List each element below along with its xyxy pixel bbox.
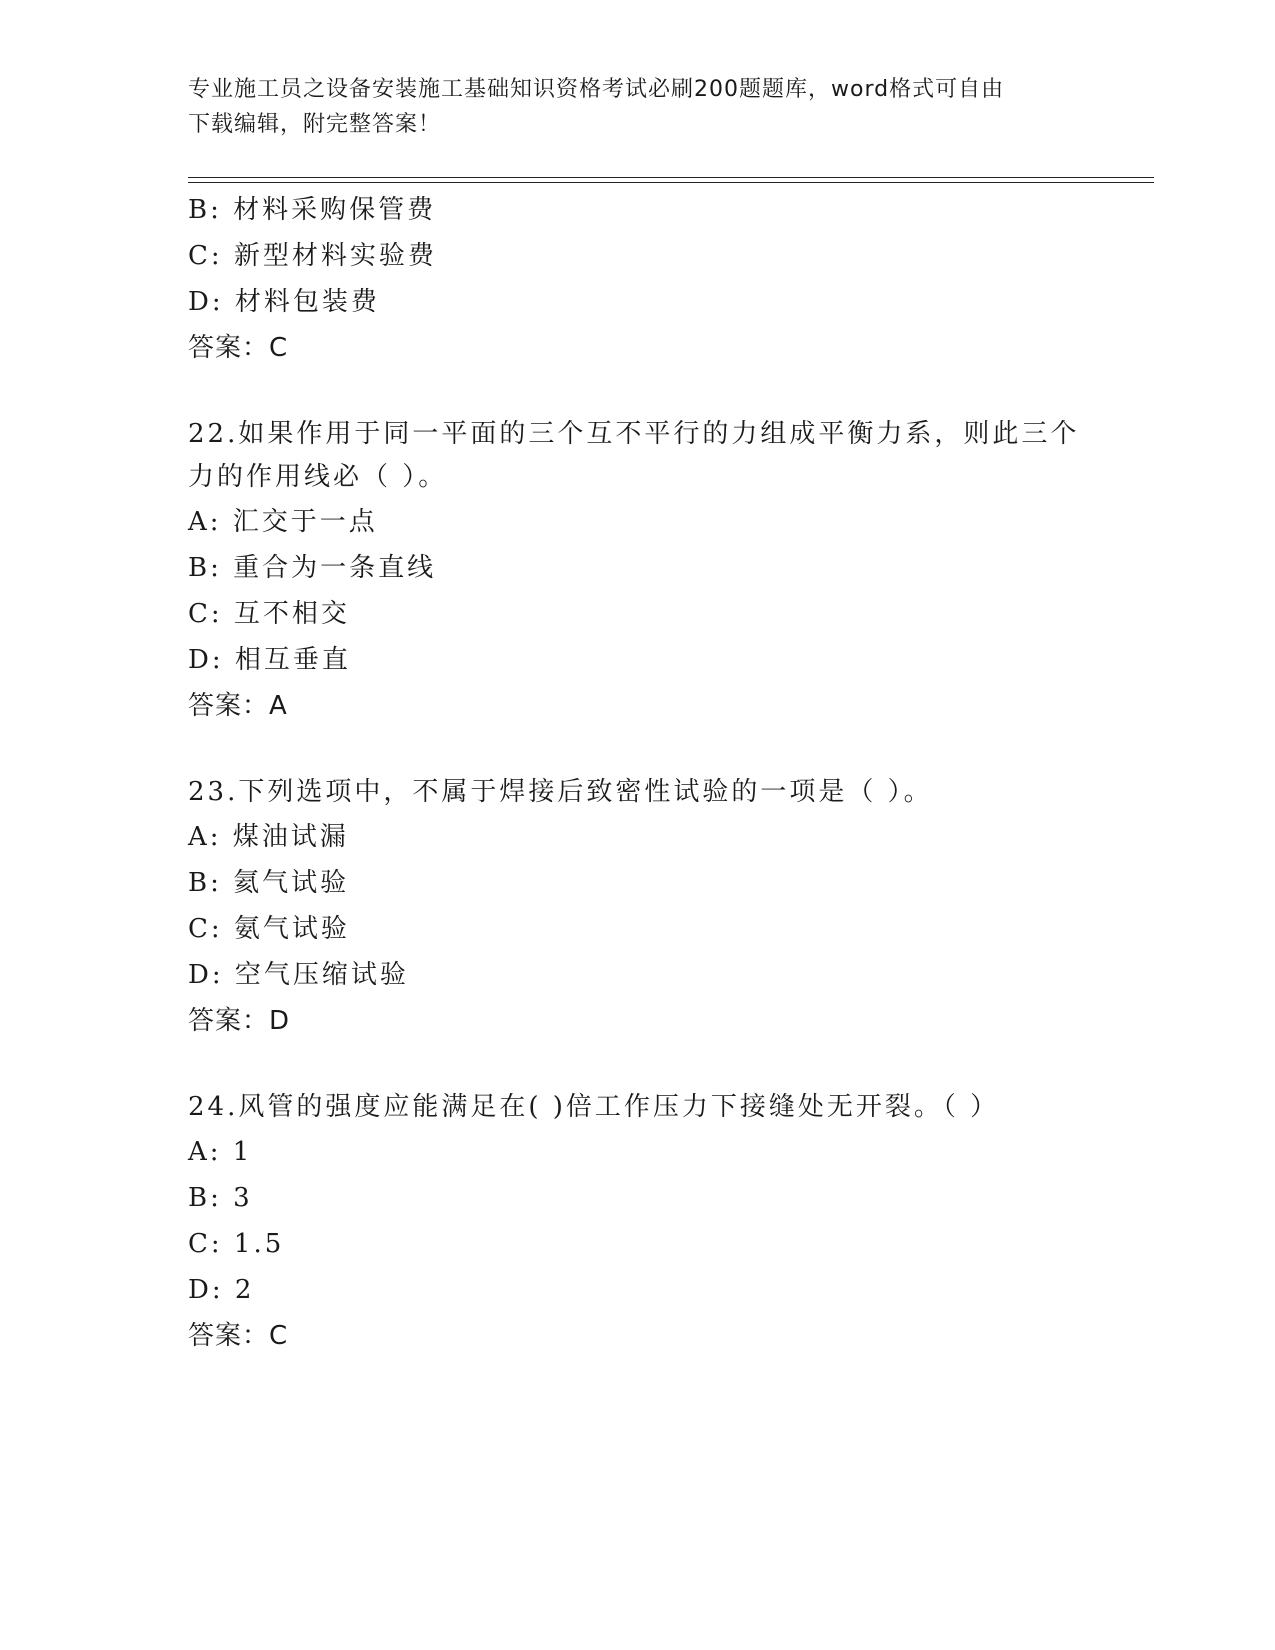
question-block-22 <box>188 413 1088 729</box>
question-list <box>188 187 1088 1359</box>
header-divider-top <box>188 177 1154 178</box>
option-b: B: 材料采购保管费 <box>188 195 437 225</box>
question-text-line-1: 23.下列选项中，不属于焊接后致密性试验的一项是（ ）。 <box>188 777 933 807</box>
option-d: D: 2 <box>188 1275 255 1305</box>
option-a: A: 1 <box>188 1137 253 1167</box>
question-block-23 <box>188 771 1088 1044</box>
question-text-line-2: 力的作用线必（ ）。 <box>188 462 448 492</box>
document-header <box>188 72 1088 142</box>
option-b: B: 氦气试验 <box>188 868 350 898</box>
answer-line: 答案：A <box>188 691 288 721</box>
question-text-line-1: 24.风管的强度应能满足在( )倍工作压力下接缝处无开裂。（ ） <box>188 1092 1000 1122</box>
option-b: B: 重合为一条直线 <box>188 553 437 583</box>
header-line-1: 专业施工员之设备安装施工基础知识资格考试必刷200题题库，word格式可自由 <box>188 77 1005 102</box>
option-d: D: 材料包装费 <box>188 287 380 317</box>
header-divider-bottom <box>188 182 1154 183</box>
header-line-2: 下载编辑，附完整答案！ <box>188 112 442 137</box>
option-c: C: 氨气试验 <box>188 914 350 944</box>
option-d: D: 相互垂直 <box>188 645 351 675</box>
option-a: A: 煤油试漏 <box>188 822 349 852</box>
spacer <box>188 1044 1088 1086</box>
question-text-line-1: 22.如果作用于同一平面的三个互不平行的力组成平衡力系，则此三个 <box>188 419 1080 449</box>
option-c: C: 新型材料实验费 <box>188 241 437 271</box>
option-c: C: 互不相交 <box>188 599 350 629</box>
answer-line: 答案：D <box>188 1006 291 1036</box>
answer-line: 答案：C <box>188 1321 289 1351</box>
option-a: A: 汇交于一点 <box>188 507 378 537</box>
spacer <box>188 371 1088 413</box>
answer-line: 答案：C <box>188 333 289 363</box>
question-block-prev <box>188 187 1088 371</box>
question-block-24 <box>188 1086 1088 1359</box>
spacer <box>188 729 1088 771</box>
option-c: C: 1.5 <box>188 1229 285 1259</box>
option-d: D: 空气压缩试验 <box>188 960 409 990</box>
option-b: B: 3 <box>188 1183 253 1213</box>
